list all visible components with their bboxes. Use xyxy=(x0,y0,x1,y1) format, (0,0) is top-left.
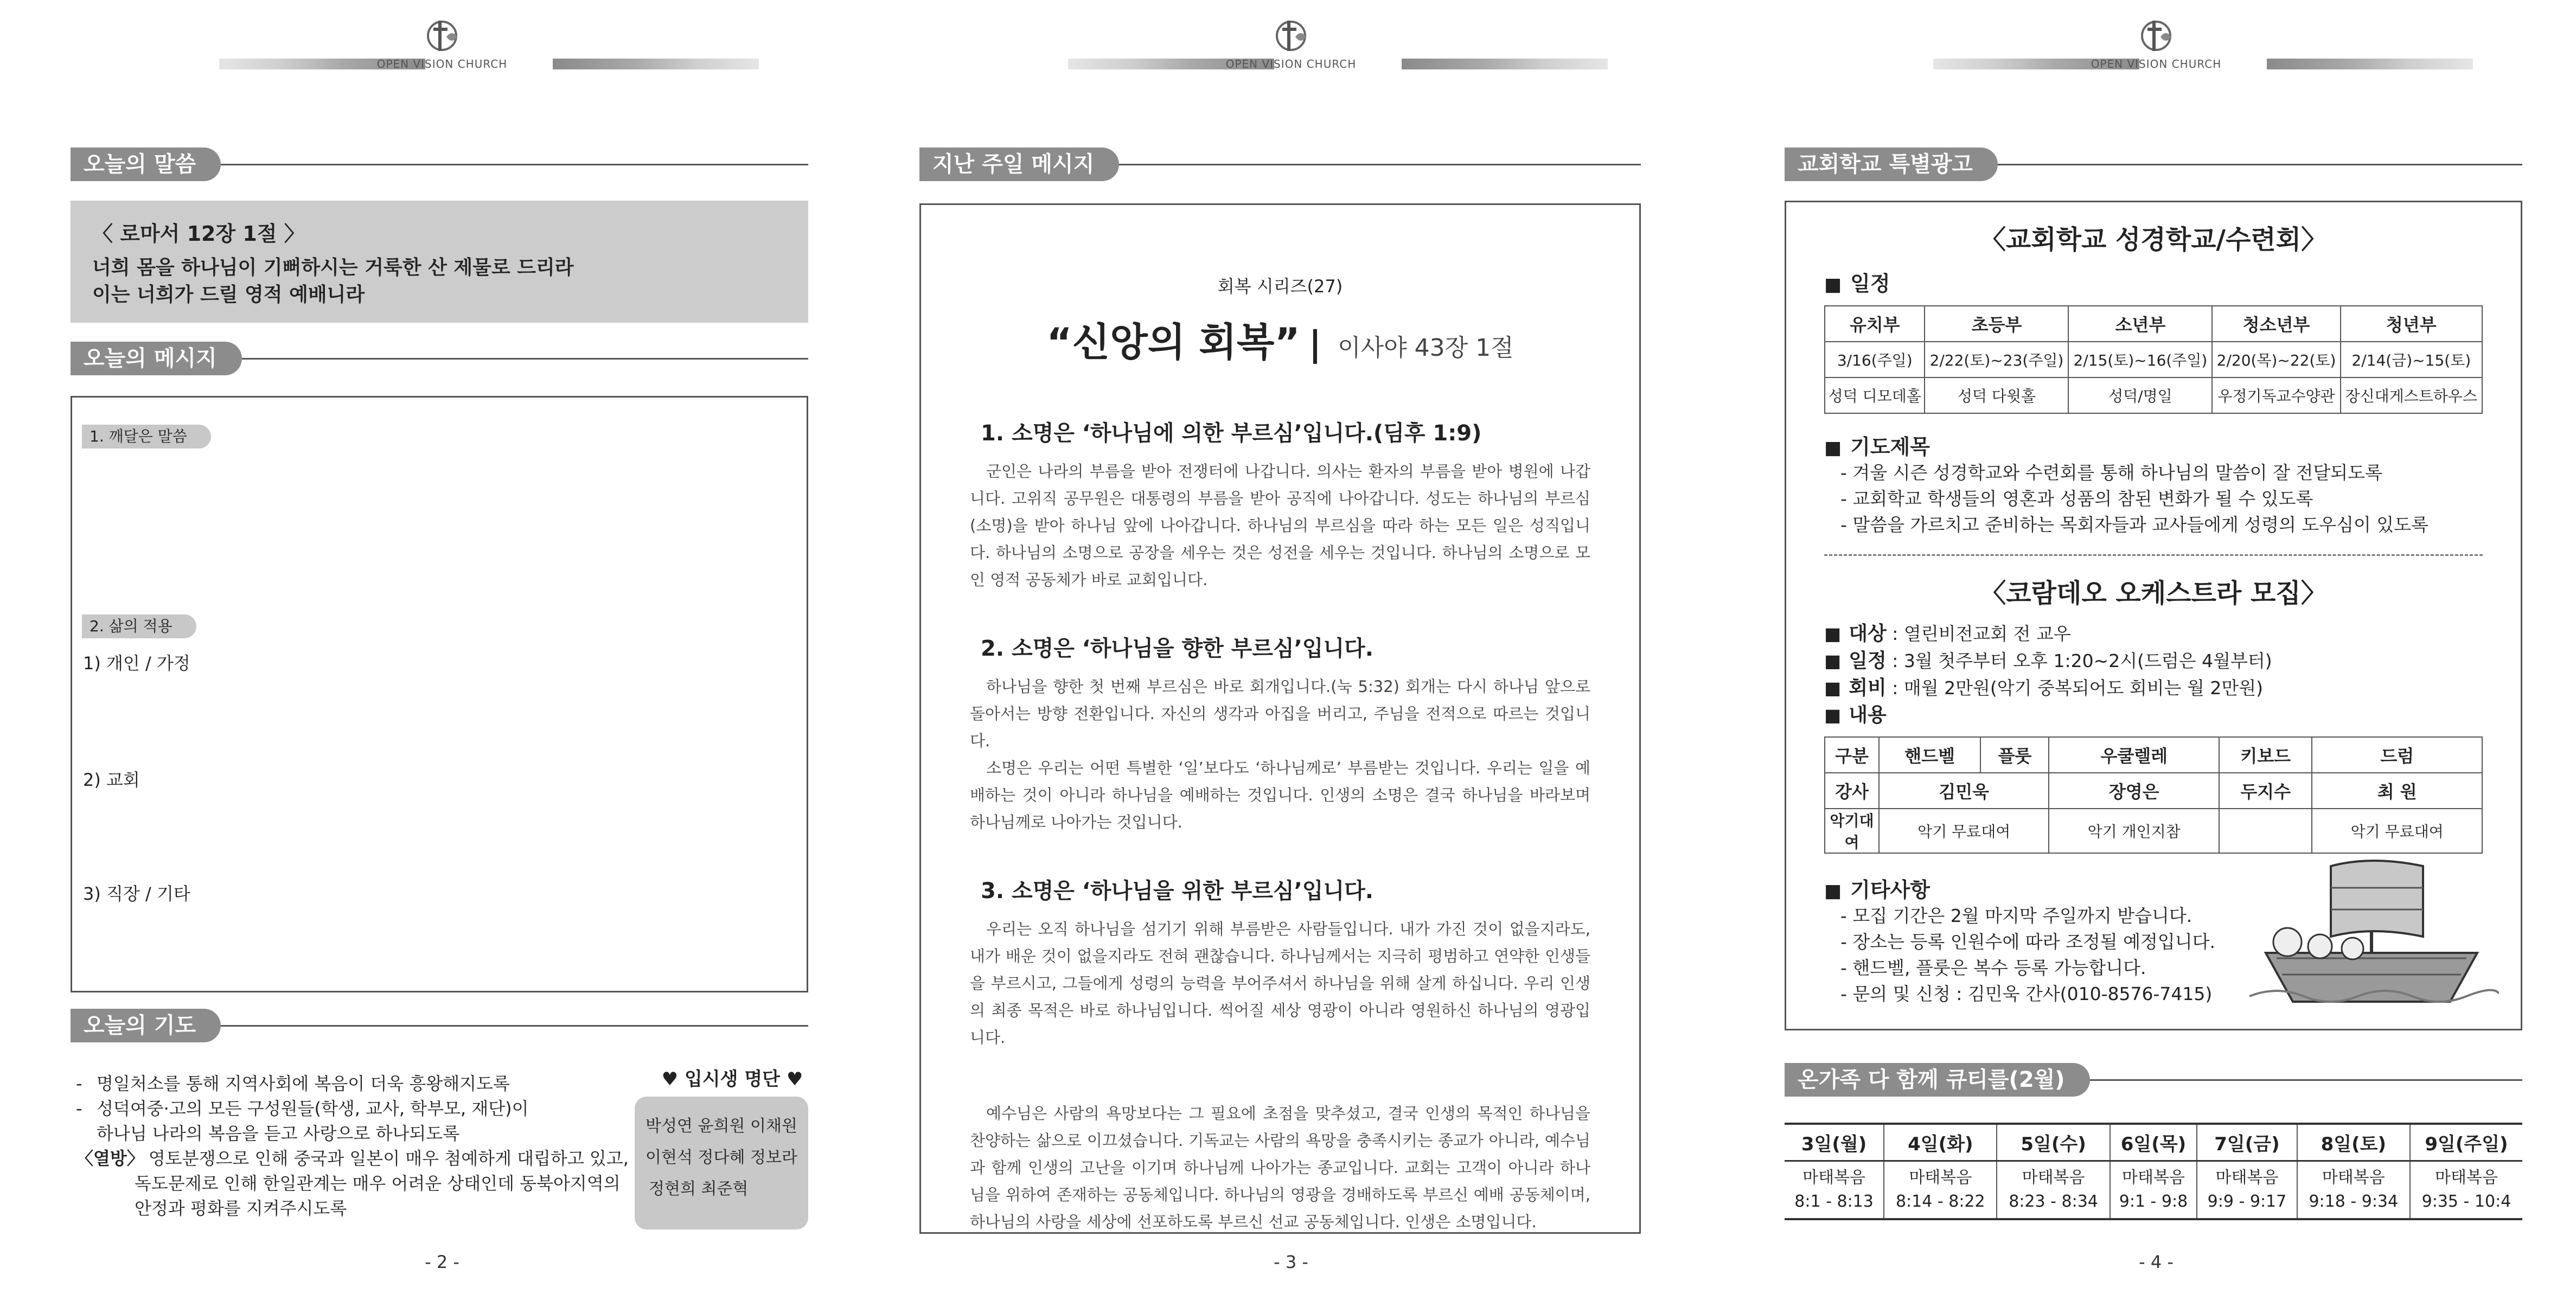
list-item: - 장소는 등록 인원수에 따라 조정될 예정입니다. xyxy=(1840,931,2216,952)
table-row: 유치부 초등부 소년부 청소년부 청년부 xyxy=(1825,306,2482,342)
point-body: 군인은 나라의 부름을 받아 전쟁터에 나갑니다. 의사는 환자의 부름을 받아 병원에 나갑니다. 고위직 공무원은 대통령의 부름을 받아 공직에 나아갑니다. 성도는 하나님의 부르심(소명)을 받아 하나님 앞에 나아갑니다. 하나님의 부르심을 따라 하는 모든 일은 성직입니다. 하나님의 소명으로 공장을 세우는 것은 성전을 세우는 것입니다. 하나님의 소명으로 모인 영적 공동체가 바로 교회입니다. xyxy=(970,462,1590,589)
sermon-scripture: 이사야 43장 1절 xyxy=(1338,334,1514,362)
section-title: 교회학교 특별광고 xyxy=(1785,148,1998,181)
section-title: 오늘의 말씀 xyxy=(71,148,221,181)
applicants-row: 이현석 정다혜 정보라 xyxy=(645,1148,797,1167)
table-row: 3/16(주일) 2/22(토)~23(주일) 2/15(토)~16(주일) 2/20(목)~22(토) 2/14(금)~15(토) xyxy=(1825,342,2482,377)
section-title: 지난 주일 메시지 xyxy=(919,148,1119,181)
church-logo-icon xyxy=(2134,15,2178,53)
church-logo-icon xyxy=(1269,15,1313,53)
announcement-box xyxy=(1785,201,2522,1030)
etc-label: ■ 기타사항 xyxy=(1824,873,2483,903)
header-bar-right xyxy=(2267,59,2473,69)
sermon-point xyxy=(970,874,1590,1051)
apply-item-church: 2) 교회 xyxy=(83,770,140,790)
info-content: ■ 내용 xyxy=(1824,704,1887,726)
page-number: - 2 - xyxy=(425,1252,459,1272)
table-row: 3일(월) 4일(화) 5일(수) 6일(목) 7일(금) 8일(토) 9일(주일) xyxy=(1785,1124,2522,1161)
sermon-title-row xyxy=(970,311,1590,367)
sermon-point xyxy=(970,416,1590,593)
realized-word-label: 1. 깨달은 말씀 xyxy=(82,425,211,449)
prayer-item: - 명일처소를 통해 지역사회에 복음이 더욱 흥왕해지도록 xyxy=(76,1073,510,1094)
sermon-box xyxy=(919,203,1641,1234)
section-family-qt xyxy=(1785,1063,2522,1097)
prayer-topics-label: ■ 기도제목 xyxy=(1824,430,2483,460)
point-body: 소명은 우리는 어떤 특별한 ‘일’보다도 ‘하나님께로’ 부름받는 것입니다. 우리는 일을 예배하는 것이 아니라 하나님을 예배하는 것입니다. 인생의 소명은 결국 하나님을 바라보며 하나님께로 나아가는 것입니다. xyxy=(970,759,1590,831)
orchestra-table xyxy=(1824,736,2483,854)
point-heading: 1. 소명은 ‘하나님에 의한 부르심’입니다.(딤후 1:9) xyxy=(981,421,1482,446)
table-row: 성덕 디모데홀 성덕 다윗홀 성덕/명일 우정기독교수양관 장신대게스트하우스 xyxy=(1825,377,2482,413)
verse-box xyxy=(71,201,808,323)
section-rule xyxy=(2090,1079,2522,1081)
orchestra-info xyxy=(1824,620,2483,729)
page-2 xyxy=(16,0,868,1294)
point-heading: 2. 소명은 ‘하나님을 향한 부르심’입니다. xyxy=(981,636,1373,661)
page-number: - 4 - xyxy=(2139,1252,2174,1272)
list-item: - 말씀을 가르치고 준비하는 목회자들과 교사들에게 성령의 도우심이 있도록 xyxy=(1840,514,2429,535)
applicants-row: 정현희 최준혁 xyxy=(649,1180,749,1199)
list-item: - 문의 및 신청 : 김민욱 간사(010-8576-7415) xyxy=(1840,983,2213,1004)
sermon-point xyxy=(970,631,1590,836)
page-4 xyxy=(1730,0,2576,1294)
church-name: OPEN VISION CHURCH xyxy=(2091,57,2222,71)
prayer-topics-list xyxy=(1840,460,2483,538)
section-last-sermon xyxy=(919,148,1641,181)
church-name: OPEN VISION CHURCH xyxy=(376,57,508,71)
applicants-row: 박성연 윤희원 이채원 xyxy=(645,1117,797,1136)
section-today-message xyxy=(71,342,808,375)
sermon-title: “신앙의 회복” xyxy=(1046,319,1300,365)
list-item: - 교회학교 학생들의 영혼과 성품의 참된 변화가 될 수 있도록 xyxy=(1840,488,2313,509)
church-name: OPEN VISION CHURCH xyxy=(1225,57,1357,71)
apply-item-personal: 1) 개인 / 가정 xyxy=(83,653,190,674)
section-rule xyxy=(221,1025,808,1027)
schedule-label: ■ 일정 xyxy=(1824,267,2483,297)
dashed-divider xyxy=(1824,554,2483,556)
page-header xyxy=(1730,15,2576,75)
section-title: 온가족 다 함께 큐티를(2월) xyxy=(1785,1063,2090,1097)
list-item: - 핸드벨, 플룻은 복수 등록 가능합니다. xyxy=(1840,957,2146,978)
page-3 xyxy=(865,0,1717,1294)
list-item: - 겨울 시즌 성경학교와 수련회를 통해 하나님의 말씀이 잘 전달되도록 xyxy=(1840,462,2382,483)
point-body: 우리는 오직 하나님을 섬기기 위해 부름받은 사람들입니다. 내가 가진 것이 없을지라도, 내가 배운 것이 없을지라도 전혀 괜찮습니다. 하나님께서는 지극히 평범하고 연약한 인생들을 부르시고, 그들에게 성령의 능력을 부어주셔서 하나님을 위해 살게 하십니다. 우리 인생의 최종 목적은 바로 하나님입니다. 썩어질 세상 영광이 아니라 영원하신 하나님의 영광입니다. xyxy=(970,920,1590,1047)
table-row: 마태복음 8:1 - 8:13 마태복음 8:14 - 8:22 마태복음 8:23 - 8:34 마태복음 9:1 - 9:8 마태복음 9:9 - 9:17 마태복음 9:18 - 9:34 마태복음 9:35 - 10:4 xyxy=(1785,1161,2522,1220)
message-notes-box xyxy=(71,396,808,992)
title-divider: | xyxy=(1308,324,1322,364)
section-title: 오늘의 기도 xyxy=(71,1009,221,1042)
prayer-item: 독도문제로 인해 한일관계는 매우 어려운 상태인데 동북아지역의 xyxy=(135,1173,621,1194)
prayer-item: - 성덕여중·고의 모든 구성원들(학생, 교사, 학부모, 재단)이 xyxy=(76,1098,529,1119)
applicants-title: ♥ 입시생 명단 ♥ xyxy=(661,1068,803,1090)
table-row: 악기대여 악기 무료대여 악기 개인지참 악기 무료대여 xyxy=(1825,809,2482,853)
page-header xyxy=(865,15,1717,75)
orchestra-title: 〈코람데오 오케스트라 모집〉 xyxy=(1980,578,2327,608)
verse-line: 너희 몸을 하나님이 기뻐하시는 거룩한 산 제물로 드리라 xyxy=(92,257,574,279)
prayer-item: 안정과 평화를 지켜주시도록 xyxy=(135,1198,347,1219)
section-title: 오늘의 메시지 xyxy=(71,342,242,375)
point-heading: 3. 소명은 ‘하나님을 위한 부르심’입니다. xyxy=(981,879,1373,904)
info-fee: ■ 회비 : 매월 2만원(악기 중복되어도 회비는 월 2만원) xyxy=(1824,677,2263,699)
apply-item-work: 3) 직장 / 기타 xyxy=(83,883,190,904)
sermon-series: 회복 시리즈(27) xyxy=(1217,276,1343,297)
verse-reference: 〈 로마서 12장 1절 〉 xyxy=(92,222,305,246)
church-logo-icon xyxy=(420,15,464,53)
camp-title: 〈교회학교 성경학교/수련회〉 xyxy=(1979,225,2328,255)
section-church-school-ad xyxy=(1785,148,2522,181)
ship-illustration xyxy=(2244,850,2499,1013)
applicants-box xyxy=(635,1097,808,1229)
section-rule xyxy=(1119,164,1641,165)
verse-line: 이는 너희가 드릴 영적 예배니라 xyxy=(92,284,365,306)
sermon-closing: 예수님은 사람의 욕망보다는 그 필요에 초점을 맞추셨고, 결국 인생의 목적인 하나님을 찬양하는 삶으로 이끄셨습니다. 기독교는 사람의 욕망을 충족시키는 종교가 아니라, 예수님과 함께 인생의 고난을 이기며 하나님께 나아가는 종교입니다. 교회는 고객이 아니라 하나님을 위하여 존재하는 공동체입니다. 하나님의 영광을 경배하도록 부르신 예배 공동체이며, 하나님의 사랑을 세상에 선포하도록 부르신 선교 공동체입니다. 인생은 소명입니다. xyxy=(970,1104,1590,1231)
section-today-word xyxy=(71,148,808,181)
prayer-list xyxy=(76,1071,645,1221)
prayer-item: 하나님 나라의 복음을 듣고 사랑으로 하나되도록 xyxy=(97,1123,460,1144)
section-rule xyxy=(242,358,808,360)
life-application-label: 2. 삶의 적용 xyxy=(82,614,196,638)
camp-schedule-table xyxy=(1824,305,2483,414)
section-rule xyxy=(1998,164,2522,165)
table-row: 구분 핸드벨 플룻 우쿨렐레 키보드 드럼 xyxy=(1825,737,2482,773)
section-rule xyxy=(221,164,808,165)
page-header xyxy=(16,15,868,75)
header-bar-right xyxy=(1402,59,1608,69)
point-body: 하나님을 향한 첫 번째 부르심은 바로 회개입니다.(눅 5:32) 회개는 다시 하나님 앞으로 돌아서는 방향 전환입니다. 자신의 생각과 아집을 버리고, 주님을 전적으로 따르는 것입니다. xyxy=(970,677,1590,750)
info-time: ■ 일정 : 3월 첫주부터 오후 1:20~2시(드럼은 4월부터) xyxy=(1824,650,2272,672)
header-bar-right xyxy=(553,59,759,69)
page-number: - 3 - xyxy=(1274,1252,1308,1272)
table-row: 강사 김민욱 장영은 두지수 최 원 xyxy=(1825,773,2482,809)
section-today-prayer xyxy=(71,1009,808,1042)
info-target: ■ 대상 : 열린비전교회 전 교우 xyxy=(1824,623,2071,645)
list-item: - 모집 기간은 2월 마지막 주일까지 받습니다. xyxy=(1840,905,2193,926)
qt-schedule-table xyxy=(1785,1123,2522,1220)
prayer-item: 〈열방〉 영토분쟁으로 인해 중국과 일본이 매우 첨예하게 대립하고 있고, xyxy=(76,1148,629,1169)
